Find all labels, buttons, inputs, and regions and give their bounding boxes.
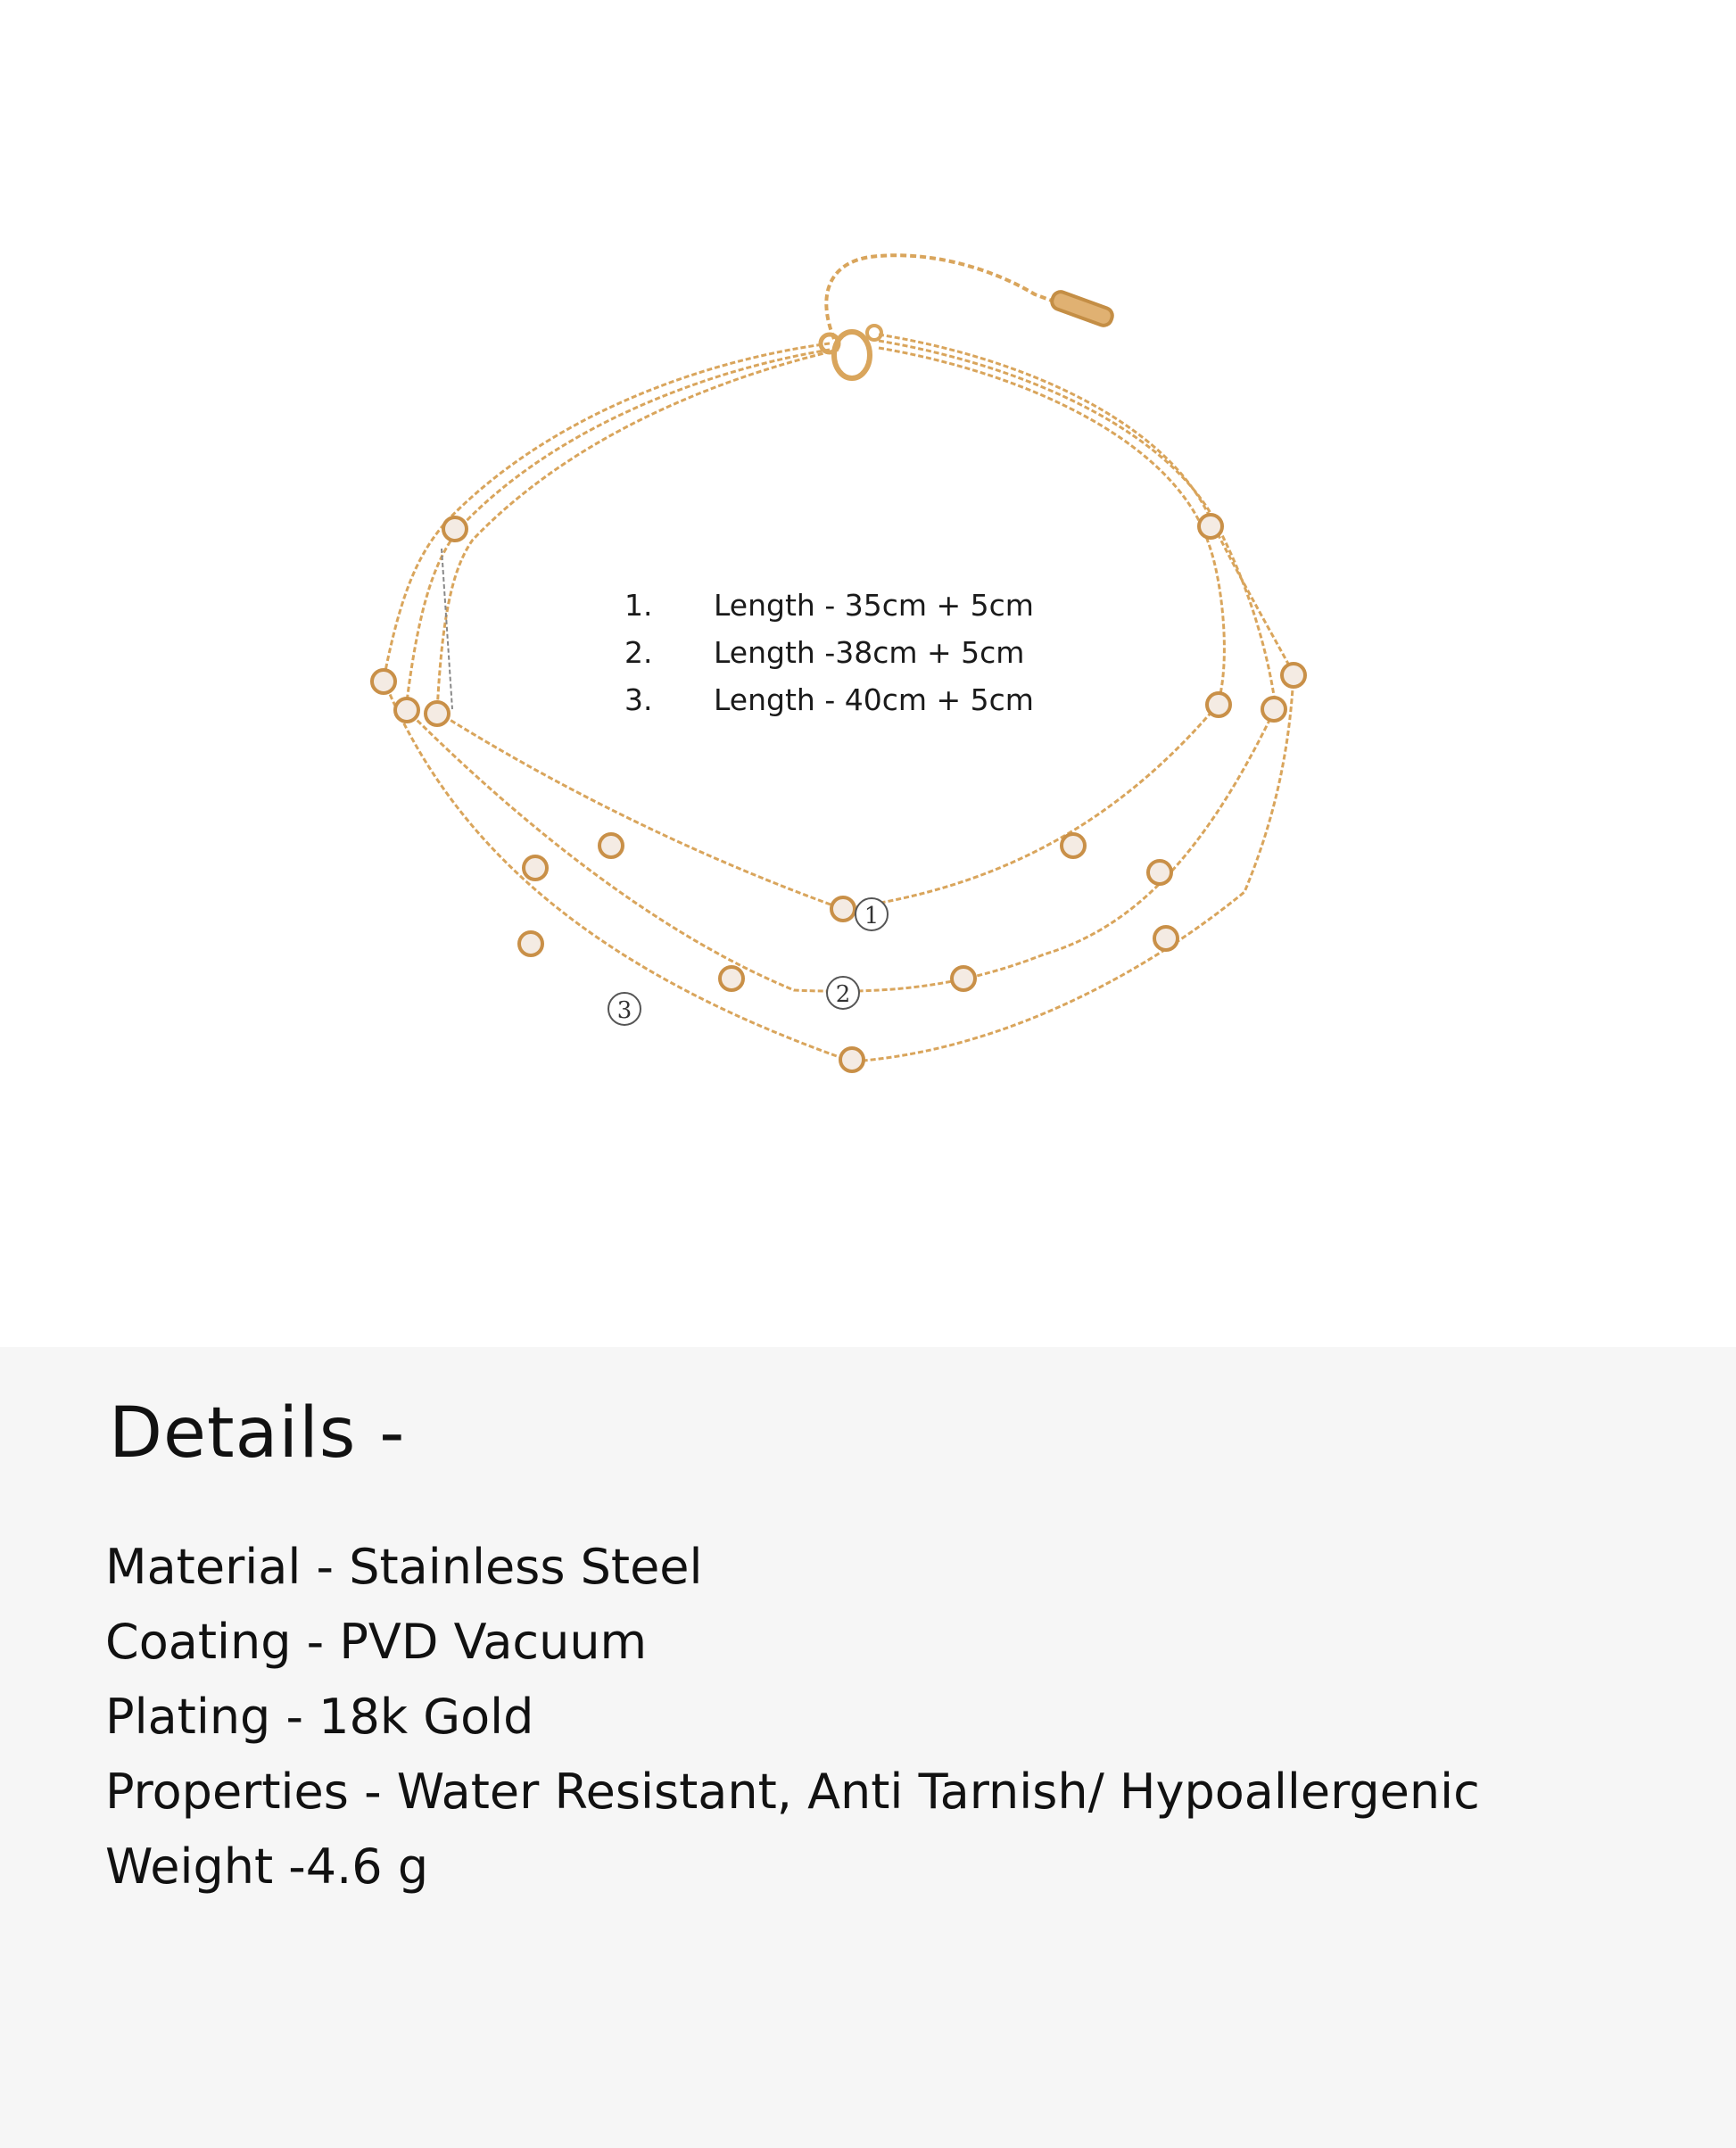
length-number: 1. bbox=[624, 588, 653, 623]
length-row bbox=[624, 676, 1034, 723]
spec-plating: Plating - 18k Gold bbox=[105, 1689, 534, 1745]
details-section bbox=[0, 1347, 1736, 2148]
length-number: 3. bbox=[624, 682, 653, 717]
strand-marker-2 bbox=[827, 977, 859, 1009]
length-label: Length - 35cm + 5cm bbox=[714, 588, 1034, 623]
spec-properties: Properties - Water Resistant, Anti Tarnish/ Hypoallergenic bbox=[105, 1764, 1480, 1820]
spec-weight: Weight -4.6 g bbox=[105, 1838, 429, 1895]
length-label: Length -38cm + 5cm bbox=[714, 635, 1025, 670]
length-row bbox=[624, 629, 1034, 676]
length-number: 2. bbox=[624, 635, 653, 670]
length-label: Length - 40cm + 5cm bbox=[714, 682, 1034, 717]
spec-coating: Coating - PVD Vacuum bbox=[105, 1614, 648, 1670]
spec-material: Material - Stainless Steel bbox=[105, 1539, 703, 1595]
strand-marker-label: 3 bbox=[616, 997, 632, 1024]
strand-marker-label: 2 bbox=[835, 981, 851, 1008]
details-title: Details - bbox=[109, 1393, 406, 1474]
measure-line bbox=[442, 549, 452, 709]
strand-marker-label: 1 bbox=[864, 903, 880, 929]
strand-marker-3 bbox=[608, 993, 641, 1025]
length-row bbox=[624, 582, 1034, 629]
strand-marker-1 bbox=[856, 898, 888, 930]
length-list bbox=[624, 582, 1034, 723]
spec-list bbox=[105, 1530, 1480, 1904]
